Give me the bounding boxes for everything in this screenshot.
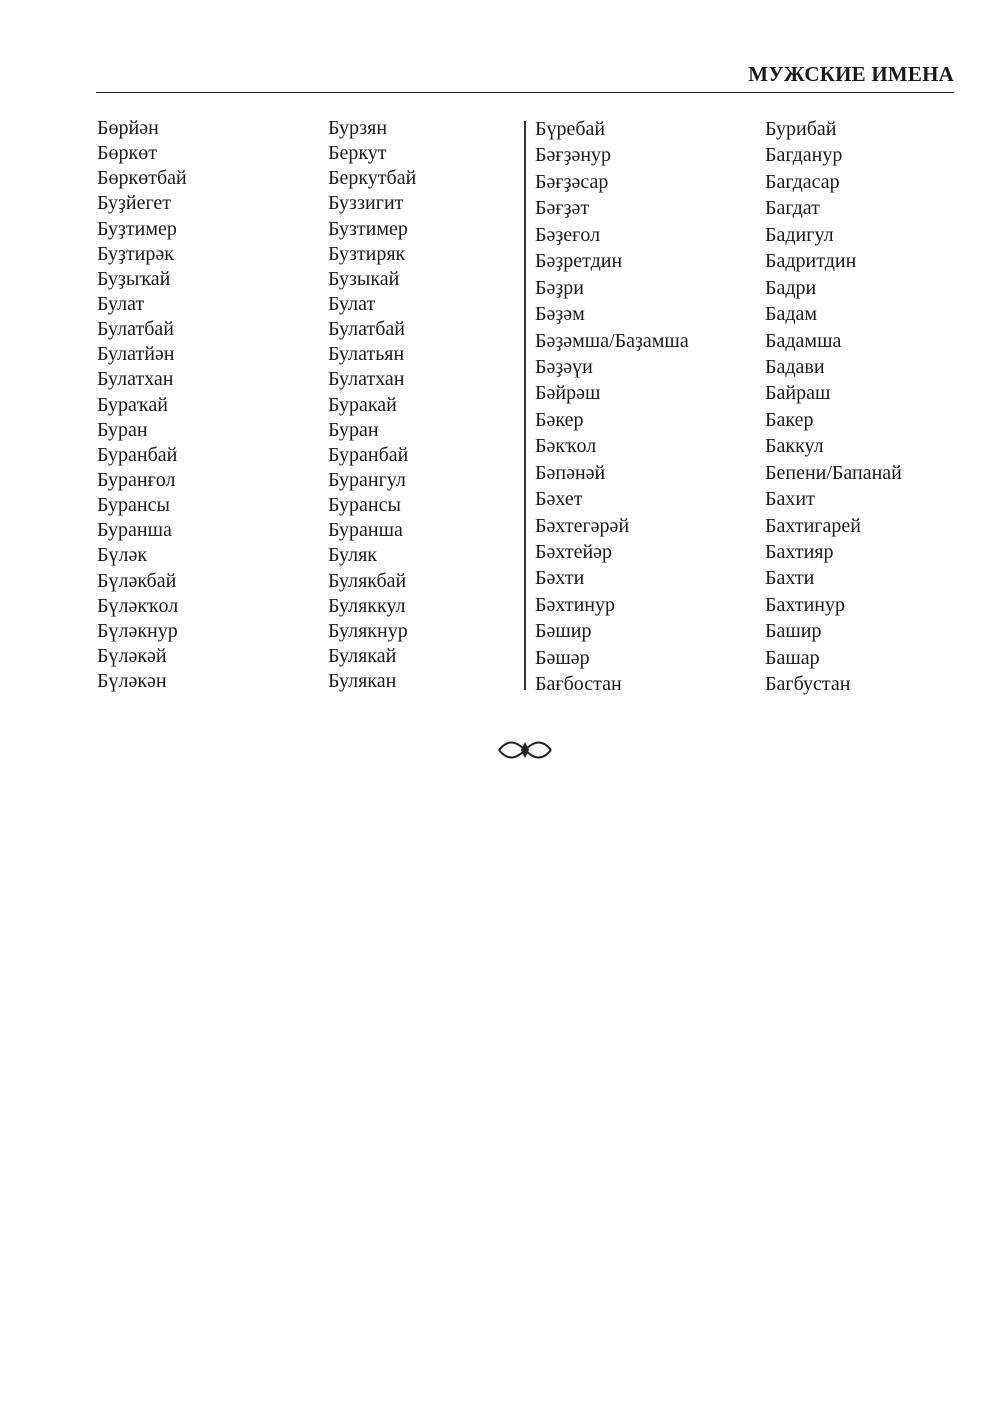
name-russian: Беркутбай bbox=[328, 167, 417, 190]
name-original: Бәғҙәт bbox=[535, 197, 590, 220]
name-russian: Бахтигарей bbox=[765, 514, 861, 537]
name-russian: Булякбай bbox=[328, 569, 407, 592]
name-original: Бәҙретдин bbox=[535, 250, 623, 273]
name-russian: Буззигит bbox=[328, 192, 404, 215]
name-russian: Булатхан bbox=[328, 368, 405, 391]
name-original: Буранбай bbox=[97, 443, 178, 466]
name-original: Бүләк bbox=[97, 544, 148, 567]
name-original: Буран bbox=[97, 418, 148, 441]
name-russian: Бадри bbox=[765, 276, 817, 299]
name-russian: Бадам bbox=[765, 303, 818, 326]
name-russian: Булат bbox=[328, 292, 376, 315]
name-russian: Башир bbox=[765, 620, 822, 643]
name-russian: Бахти bbox=[765, 567, 815, 590]
name-original: Бағбостан bbox=[535, 673, 622, 696]
name-russian: Багдат bbox=[765, 197, 820, 220]
name-original: Бәҙеғол bbox=[535, 223, 601, 246]
name-russian: Бадави bbox=[765, 355, 825, 378]
name-original: Бүләкбай bbox=[97, 569, 177, 592]
name-original: Булатйән bbox=[97, 343, 175, 366]
name-original: Бөрйән bbox=[97, 117, 159, 139]
name-original: Буҙыҡай bbox=[97, 267, 171, 290]
name-original: Буранша bbox=[97, 519, 172, 542]
name-original: Бәҙәүи bbox=[535, 355, 593, 378]
name-russian: Бахтияр bbox=[765, 541, 834, 563]
name-russian: Буракай bbox=[328, 393, 397, 416]
name-original: Бәшәр bbox=[535, 646, 590, 669]
ornament-icon bbox=[497, 738, 553, 762]
name-russian: Бурибай bbox=[765, 118, 837, 140]
name-russian: Башар bbox=[765, 646, 820, 669]
name-original: Бәҙәмша/Баҙамша bbox=[535, 329, 689, 352]
column-left-russian bbox=[328, 116, 416, 694]
name-original: Бәйрәш bbox=[535, 382, 601, 405]
name-russian: Бадритдин bbox=[765, 250, 857, 273]
name-original: Бүләкәй bbox=[97, 644, 167, 667]
name-original: Булатбай bbox=[97, 318, 174, 341]
name-original: Бураҡай bbox=[97, 393, 168, 416]
name-russian: Булякай bbox=[328, 644, 397, 667]
name-russian: Бепени/Бапанай bbox=[765, 461, 902, 484]
name-original: Буранғол bbox=[97, 468, 176, 491]
name-russian: Буляк bbox=[328, 544, 378, 567]
name-russian: Бахтинур bbox=[765, 593, 846, 616]
name-original: Бәҙәм bbox=[535, 303, 585, 326]
name-original: Бәхти bbox=[535, 567, 585, 590]
name-original: Буҙтимер bbox=[97, 217, 177, 240]
name-russian: Буранша bbox=[328, 519, 403, 542]
name-russian: Байраш bbox=[765, 382, 831, 405]
name-original: Бәхтейәр bbox=[535, 541, 613, 563]
name-russian: Бадигул bbox=[765, 223, 834, 246]
name-russian: Беркут bbox=[328, 142, 387, 165]
name-russian: Бурзян bbox=[328, 117, 388, 139]
column-right-original bbox=[535, 116, 689, 698]
name-original: Булатхан bbox=[97, 368, 174, 391]
name-russian: Булатбай bbox=[328, 318, 405, 341]
name-russian: Бакер bbox=[765, 408, 814, 431]
name-russian: Бузтимер bbox=[328, 217, 408, 240]
name-russian: Бахит bbox=[765, 488, 815, 511]
column-left-original bbox=[97, 116, 187, 694]
name-original: Буҙйегет bbox=[97, 192, 172, 215]
section-title: МУЖСКИЕ ИМЕНА bbox=[748, 62, 954, 86]
column-divider bbox=[524, 121, 526, 690]
name-russian: Булякнур bbox=[328, 619, 408, 642]
name-original: Бәғҙәсар bbox=[535, 170, 609, 193]
name-russian: Бузтиряк bbox=[328, 242, 406, 265]
name-russian: Багдасар bbox=[765, 170, 840, 193]
name-russian: Буранбай bbox=[328, 443, 409, 466]
name-original: Бәхтинур bbox=[535, 593, 616, 616]
name-russian: Буран bbox=[328, 418, 379, 441]
name-original: Бәҙри bbox=[535, 276, 584, 299]
name-russian: Багбустан bbox=[765, 673, 851, 696]
name-original: Бәкҡол bbox=[535, 435, 597, 458]
running-header bbox=[96, 58, 954, 93]
name-original: Булат bbox=[97, 292, 145, 315]
name-russian: Булатьян bbox=[328, 343, 405, 366]
name-original: Бәхтегәрәй bbox=[535, 514, 630, 537]
name-russian: Буляккул bbox=[328, 594, 406, 617]
name-original: Бүләкән bbox=[97, 670, 167, 693]
name-original: Бәкер bbox=[535, 408, 584, 431]
name-russian: Баккул bbox=[765, 435, 824, 458]
name-russian: Бадамша bbox=[765, 329, 842, 352]
name-original: Бөркөтбай bbox=[97, 167, 187, 190]
name-russian: Бурангул bbox=[328, 468, 406, 491]
column-right-russian bbox=[765, 116, 902, 698]
name-original: Бәпәнәй bbox=[535, 461, 606, 484]
name-russian: Булякан bbox=[328, 670, 397, 693]
name-original: Буҙтирәк bbox=[97, 242, 174, 265]
name-original: Бүләкҡол bbox=[97, 594, 179, 617]
name-russian: Багданур bbox=[765, 144, 843, 167]
name-original: Бөркөт bbox=[97, 142, 157, 165]
name-russian: Бузыкай bbox=[328, 267, 400, 290]
name-original: Бүләкнур bbox=[97, 619, 178, 642]
name-russian: Бурансы bbox=[328, 494, 401, 517]
name-original: Бурансы bbox=[97, 494, 170, 517]
name-original: Бәхет bbox=[535, 488, 583, 511]
name-original: Бүребай bbox=[535, 118, 606, 140]
name-original: Бәшир bbox=[535, 620, 592, 643]
name-original: Бәғҙәнур bbox=[535, 144, 612, 167]
